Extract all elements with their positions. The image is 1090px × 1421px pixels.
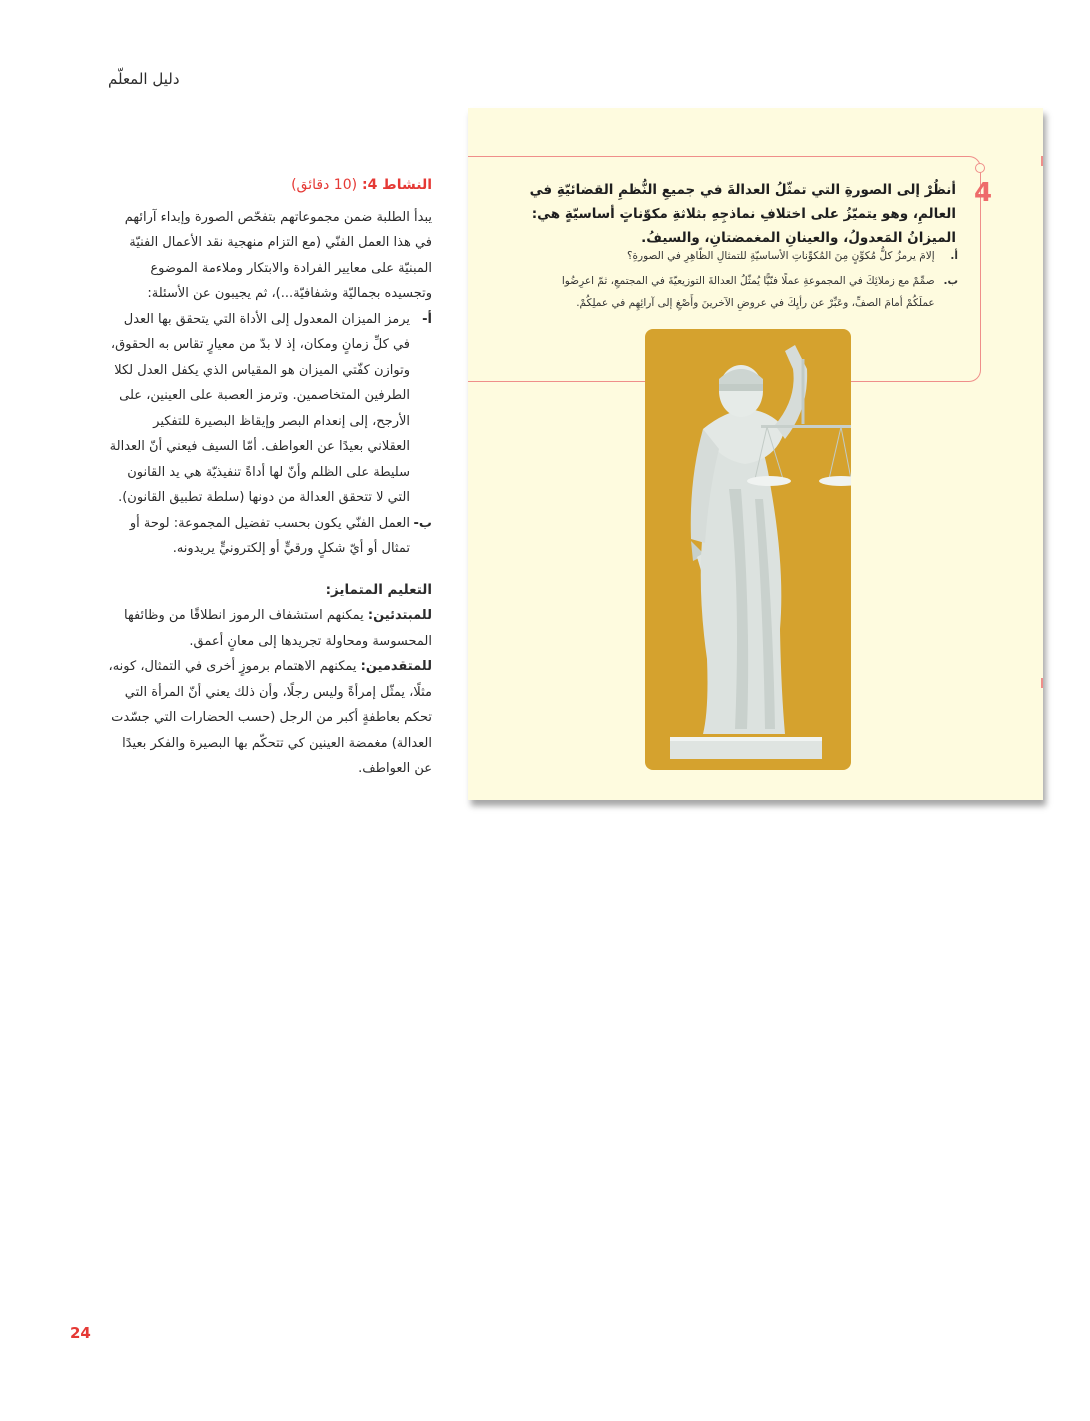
activity-duration: (10 دقائق) xyxy=(291,177,358,193)
page-header-title: دليل المعلّم xyxy=(108,70,180,88)
answer-item xyxy=(108,307,432,511)
box-notch xyxy=(975,163,985,173)
answer-item xyxy=(108,511,432,562)
teacher-guide-column xyxy=(108,173,432,782)
question-text: صمِّمْ مع زملائِكَ في المجموعةِ عملًا فنّيًّا يُمثّلُ العدالةَ التوزيعيّةَ في المجتمعِ، ثمّ اعرِضُوا عملَكُمْ أمامَ الصفِّ، وعَبِّرْ عن رأيِكَ في عروضِ الآخرينَ وأَصْغِ إلى آرائِهِم في عملِكُمْ. xyxy=(561,275,935,309)
answer-label: ب- xyxy=(413,515,432,531)
question-label: أ. xyxy=(950,250,958,262)
justice-statue-icon xyxy=(645,329,851,770)
activity-intro: أنظُرْ إلى الصورةِ التي تمثّلُ العدالةَ في جميعِ النُّظمِ القضائيّةِ في العالمِ، وهو يتميّزُ على اختلافِ نماذجِهِ بثلاثةِ مكوّناتٍ أساسيّةٍ هي: الميزانُ المَعدولُ، والعينانِ المغمضتانِ، والسيفُ. xyxy=(529,182,956,246)
answer-label: أ- xyxy=(422,311,432,327)
edge-tick xyxy=(1041,156,1043,166)
edge-tick xyxy=(1041,678,1043,688)
question-a xyxy=(528,245,958,267)
advanced-label: للمتقدمين: xyxy=(360,659,432,674)
advanced-text: يمكنهم الاهتمام برموزٍ أخرى في التمثال، كونه، مثلًا، يمثّل إمرأةً وليس رجلًا، وأن ذلك يعني أنّ المرأة التي تحكم بعاطفةٍ أكبر من الرجل (حسب الحضارات التي جسّدت العدالة) مغمضة العينين كي تتحكّم بها البصيرة والفكر بعيدًا عن العواطف. xyxy=(108,659,432,776)
justice-statue-image xyxy=(645,329,851,770)
question-label: ب. xyxy=(943,275,958,287)
activity-heading-label: النشاط 4: xyxy=(361,177,432,193)
question-b xyxy=(528,270,958,314)
page-number: 24 xyxy=(70,1324,91,1342)
question-text: إلامَ يرمزُ كلُّ مُكوِّنٍ مِنَ المُكوِّناتِ الأساسيّةِ للتمثالِ الظّاهِرِ في الصورةِ؟ xyxy=(626,250,935,262)
advanced-paragraph xyxy=(108,654,432,782)
beginners-text: يمكنهم استشفاف الرموز انطلاقًا من وظائفها المحسوسة ومحاولة تجريدها إلى معانٍ أعمق. xyxy=(124,608,432,649)
differentiated-heading: التعليم المتمايز: xyxy=(325,581,432,598)
beginners-paragraph xyxy=(108,603,432,654)
student-book-page xyxy=(468,108,1043,800)
answer-text: العمل الفنّي يكون بحسب تفضيل المجموعة: لوحة أو تمثال أو أيّ شكلٍ ورقيٍّ أو إلكترونيٍّ يريدونه. xyxy=(129,515,410,556)
beginners-label: للمبتدئين: xyxy=(367,608,432,623)
activity-heading xyxy=(108,173,432,199)
activity-number: 4 xyxy=(973,178,993,208)
answer-text: يرمز الميزان المعدول إلى الأداة التي يتحقق بها العدل في كلِّ زمانٍ ومكان، إذ لا بدّ من معيارٍ تقاس به الحقوق، وتوازن كفّتي الميزان هو المقياس الذي يكفل العدل لكلا الطرفين المتخاصمين. وترمز العصبة على العينين، على الأرجح، إلى إنعدام البصر وإيقاظ البصيرة للتفكير العقلاني بعيدًا عن العواطف. أمّا السيف فيعني أنّ العدالة سليطة على الظلم وأنّ لها أداةً تنفيذيّة هي يد القانون التي لا تتحقق العدالة من دونها (سلطة تطبيق القانون). xyxy=(109,311,410,505)
guide-intro: يبدأ الطلبة ضمن مجموعاتهم بتفحّص الصورة وإبداء آرائهم في هذا العمل الفنّي (مع التزام منهجية نقد الأعمال الفنيّة المبنيّة على معايير الفرادة والابتكار وملاءمة الموضوع وتجسيده بجماليّة وشفافيّة...)، ثم يجيبون عن الأسئلة: xyxy=(124,209,432,301)
